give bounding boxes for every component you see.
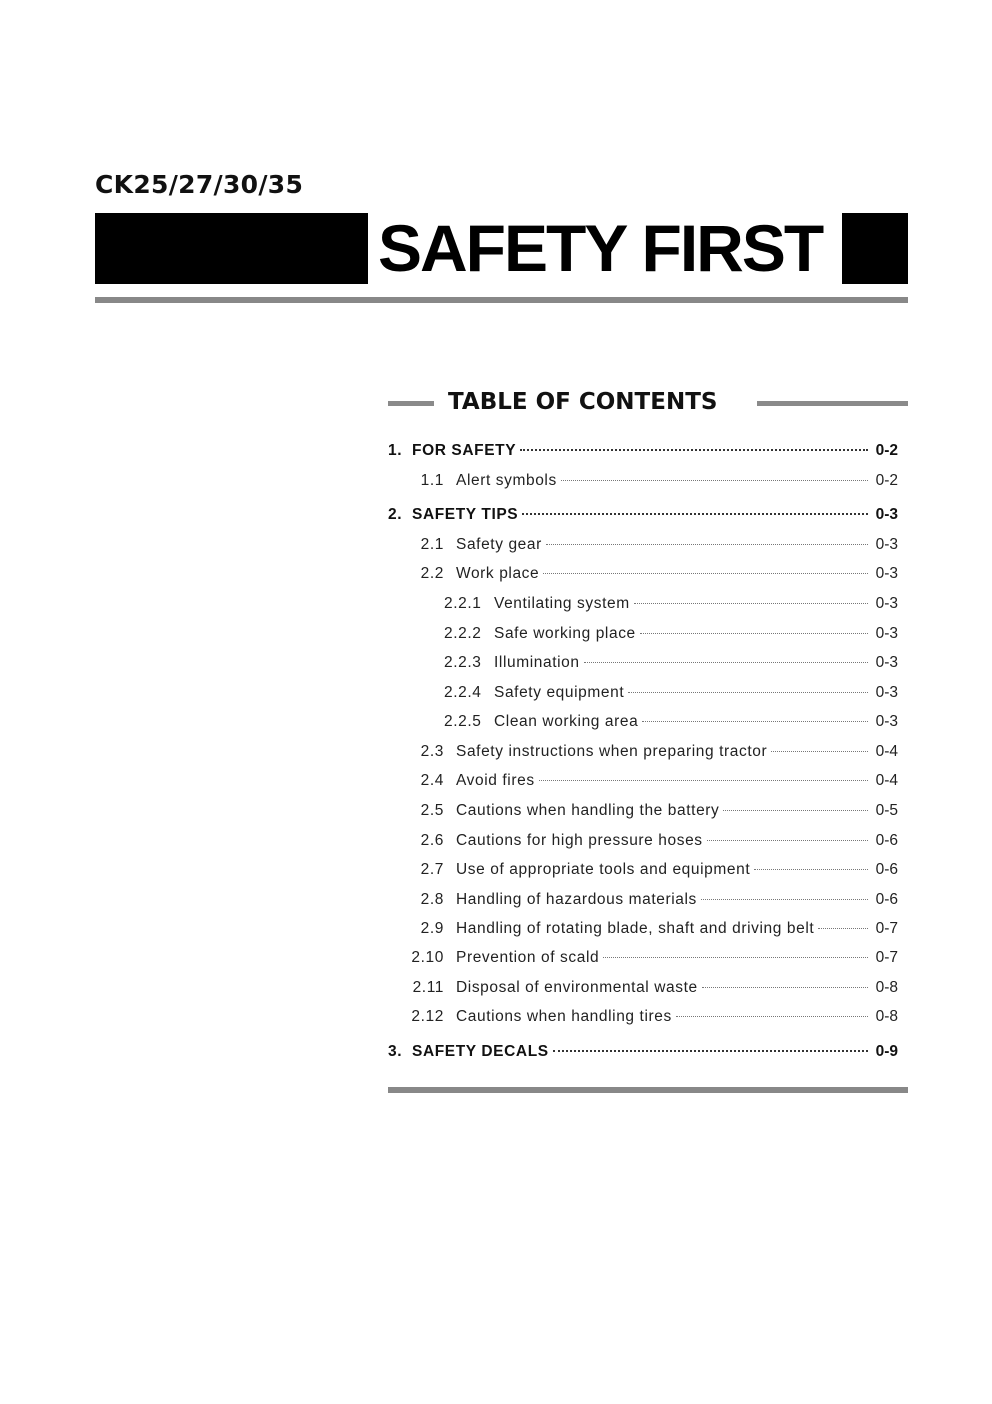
toc-entry[interactable] xyxy=(388,1040,898,1064)
toc-entry-number: 2.12 xyxy=(411,1008,444,1025)
toc-entry[interactable] xyxy=(444,622,898,646)
toc-entry-page: 0-3 xyxy=(875,713,898,730)
toc-entry-page: 0-2 xyxy=(875,442,898,459)
toc-entry-title: Safety gear xyxy=(456,536,542,553)
toc-leader-dots xyxy=(818,928,868,929)
toc-entry-number: 2.2.5 xyxy=(444,713,482,730)
toc-entry-page: 0-3 xyxy=(875,565,898,582)
toc-leader-dots xyxy=(676,1016,868,1017)
toc-entry-page: 0-3 xyxy=(875,595,898,612)
toc-heading-label: TABLE OF CONTENTS xyxy=(448,389,718,415)
title-bar-right xyxy=(842,213,908,284)
toc-entry-title: Disposal of environmental waste xyxy=(456,979,698,996)
toc-entry-page: 0-8 xyxy=(875,979,898,996)
toc-entry-number: 2.5 xyxy=(420,802,444,819)
toc-entry-title: Handling of rotating blade, shaft and driving belt xyxy=(456,920,815,937)
toc-leader-dots xyxy=(771,751,868,752)
toc-entry-number: 2.7 xyxy=(420,861,444,878)
toc-bottom-divider xyxy=(388,1087,908,1093)
toc-entry-title: SAFETY DECALS xyxy=(412,1043,549,1060)
toc-leader-dots xyxy=(546,544,868,545)
toc-entry[interactable] xyxy=(400,917,898,941)
toc-entry-title: Work place xyxy=(456,565,540,582)
toc-entry[interactable] xyxy=(388,439,898,463)
toc-entry-title: Illumination xyxy=(494,654,580,671)
toc-leader-dots xyxy=(701,899,868,900)
toc-entry-number: 2.6 xyxy=(420,832,444,849)
toc-entry-number: 2.1 xyxy=(420,536,444,553)
toc-entry[interactable] xyxy=(400,740,898,764)
toc-entry[interactable] xyxy=(400,799,898,823)
toc-leader-dots xyxy=(723,810,868,811)
toc-leader-dots xyxy=(522,513,868,515)
toc-entry-title: FOR SAFETY xyxy=(412,442,517,459)
toc-entry-page: 0-6 xyxy=(875,891,898,908)
toc-entry-page: 0-6 xyxy=(875,861,898,878)
toc-leader-dots xyxy=(707,840,868,841)
toc-entry[interactable] xyxy=(400,533,898,557)
toc-entry-page: 0-4 xyxy=(875,772,898,789)
toc-entry-number: 2. xyxy=(388,506,403,523)
toc-entry-page: 0-2 xyxy=(875,472,898,489)
toc-entry-number: 2.2.1 xyxy=(444,595,482,612)
toc-leader-dots xyxy=(702,987,868,988)
header-divider xyxy=(95,297,908,303)
toc-entry[interactable] xyxy=(444,710,898,734)
toc-heading-rule-left xyxy=(388,401,434,406)
toc-entry-number: 2.2.3 xyxy=(444,654,482,671)
toc-entry-page: 0-5 xyxy=(875,802,898,819)
toc-leader-dots xyxy=(584,662,868,663)
toc-leader-dots xyxy=(539,780,868,781)
toc-leader-dots xyxy=(640,633,868,634)
toc-entry-page: 0-3 xyxy=(875,506,898,523)
toc-entry-page: 0-8 xyxy=(875,1008,898,1025)
toc-entry-number: 2.8 xyxy=(420,891,444,908)
toc-entry[interactable] xyxy=(400,976,898,1000)
toc-entry-page: 0-4 xyxy=(875,743,898,760)
toc-entry-number: 3. xyxy=(388,1043,403,1060)
toc-entry[interactable] xyxy=(400,829,898,853)
toc-entry-title: Cautions when handling the battery xyxy=(456,802,720,819)
page-title: SAFETY FIRST xyxy=(378,211,823,285)
toc-entry-page: 0-3 xyxy=(875,654,898,671)
toc-entry-page: 0-6 xyxy=(875,832,898,849)
toc-entry[interactable] xyxy=(400,1005,898,1029)
toc-entry-title: Ventilating system xyxy=(494,595,630,612)
toc-heading-rule-right xyxy=(757,401,908,406)
toc-entry[interactable] xyxy=(400,858,898,882)
toc-entry-number: 2.10 xyxy=(411,949,444,966)
toc-leader-dots xyxy=(543,573,868,574)
toc-leader-dots xyxy=(634,603,868,604)
toc-entry-number: 2.3 xyxy=(420,743,444,760)
toc-entry-title: Alert symbols xyxy=(456,472,557,489)
toc-entry-title: Safe working place xyxy=(494,625,636,642)
toc-entry-title: Handling of hazardous materials xyxy=(456,891,697,908)
toc-entry[interactable] xyxy=(400,769,898,793)
toc-entry-title: SAFETY TIPS xyxy=(412,506,519,523)
toc-heading xyxy=(388,386,908,418)
toc-entry-number: 2.4 xyxy=(420,772,444,789)
toc-entry[interactable] xyxy=(400,562,898,586)
toc-entry-title: Clean working area xyxy=(494,713,639,730)
toc-leader-dots xyxy=(642,721,868,722)
toc-leader-dots xyxy=(553,1050,868,1052)
toc-entry-number: 2.2 xyxy=(420,565,444,582)
toc-entry[interactable] xyxy=(444,592,898,616)
toc-entry-title: Cautions for high pressure hoses xyxy=(456,832,703,849)
title-bar-left xyxy=(95,213,368,284)
toc-entry-title: Prevention of scald xyxy=(456,949,600,966)
toc-leader-dots xyxy=(520,449,868,451)
toc-entry[interactable] xyxy=(388,503,898,527)
toc-leader-dots xyxy=(603,957,868,958)
toc-entry-page: 0-3 xyxy=(875,536,898,553)
toc-entry-title: Use of appropriate tools and equipment xyxy=(456,861,751,878)
toc-entry[interactable] xyxy=(444,651,898,675)
toc-entry-number: 2.11 xyxy=(412,979,444,996)
toc-entry-page: 0-9 xyxy=(875,1043,898,1060)
toc-entry-number: 2.2.4 xyxy=(444,684,482,701)
toc-entry-number: 2.9 xyxy=(420,920,444,937)
toc-entry[interactable] xyxy=(444,681,898,705)
toc-entry-title: Safety equipment xyxy=(494,684,625,701)
toc-entry[interactable] xyxy=(400,888,898,912)
model-number: CK25/27/30/35 xyxy=(95,170,304,199)
toc-entry-title: Avoid fires xyxy=(456,772,535,789)
toc-entry[interactable] xyxy=(400,946,898,970)
toc-entry-page: 0-7 xyxy=(875,920,898,937)
toc-leader-dots xyxy=(561,480,868,481)
toc-entry-page: 0-7 xyxy=(875,949,898,966)
toc-entry-number: 1.1 xyxy=(420,472,444,489)
toc-entry-title: Safety instructions when preparing tractor xyxy=(456,743,768,760)
toc-leader-dots xyxy=(754,869,868,870)
toc-entry-page: 0-3 xyxy=(875,684,898,701)
toc-entry[interactable] xyxy=(400,469,898,493)
toc-leader-dots xyxy=(628,692,868,693)
toc-entry-title: Cautions when handling tires xyxy=(456,1008,672,1025)
toc-entry-number: 1. xyxy=(388,442,403,459)
toc-entry-page: 0-3 xyxy=(875,625,898,642)
toc-entry-number: 2.2.2 xyxy=(444,625,482,642)
